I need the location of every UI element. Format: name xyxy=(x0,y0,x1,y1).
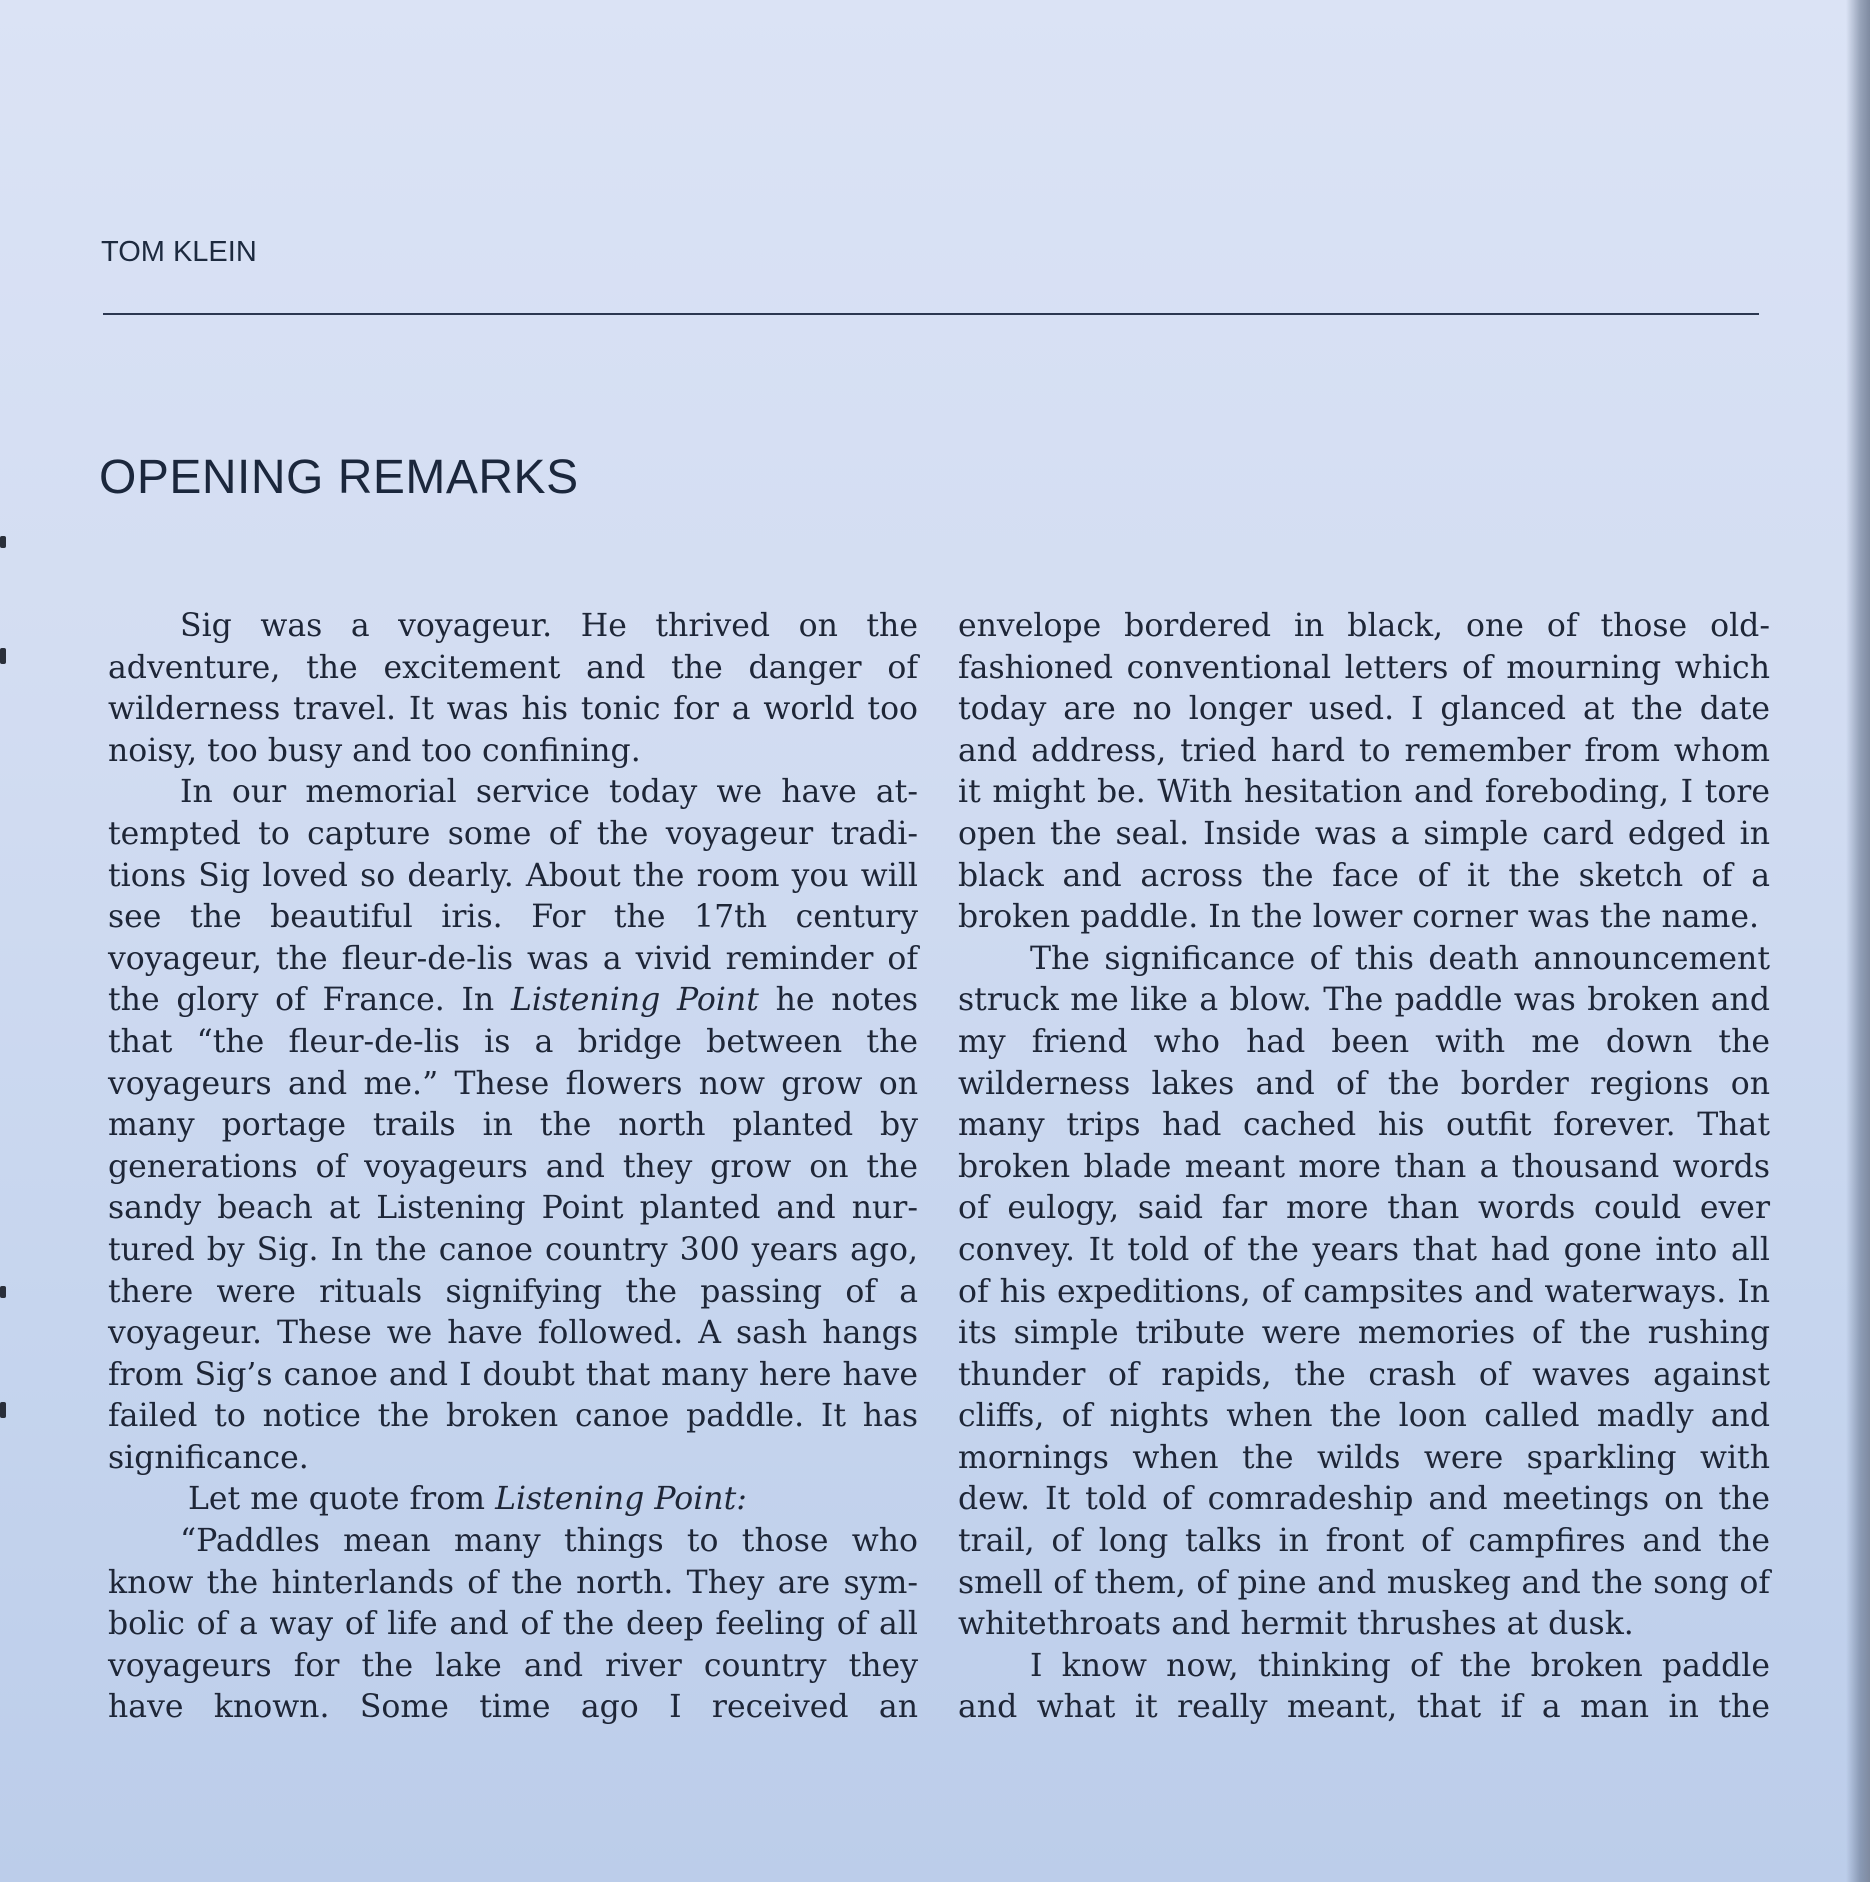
paragraph xyxy=(108,1479,918,1521)
paragraph: “Paddles mean many things to those who know the hinterlands of the north. They are symbolic of a way of life and of the deep feeling of all voyageurs for the lake and river country they have known. Some time ago I received an xyxy=(108,1523,918,1726)
right-column xyxy=(958,606,1770,1729)
paragraph: envelope bordered in black, one of those old-fashioned conventional letters of mourning which today are no longer used. I glanced at the date and address, tried hard to remember from whom it might be. With hesitation and foreboding, I tore open the seal. Inside was a simple card edged in black and across the face of it the sketch of a broken paddle. In the lower corner was the name. xyxy=(958,608,1770,936)
binding-mark-3 xyxy=(0,1286,6,1298)
paragraph xyxy=(108,772,918,1479)
left-column xyxy=(108,606,918,1729)
book-title-italic: Listening Point xyxy=(510,982,759,1019)
binding-mark-4 xyxy=(0,1402,6,1418)
paragraph-text: Let me quote from xyxy=(188,1481,496,1518)
paragraph-text: he notes that “the fleur-de-lis is a bridge between the voyageurs and me.” These flowers now grow on many portage trails in the north planted by generations of voyageurs and they grow on the sandy beach at Listening Point planted and nurtured by Sig. In the canoe country 300 years ago, there were rituals signifying the passing of a voyageur. These we have followed. A sash hangs from Sig’s canoe and I doubt that many here have failed to notice the broken canoe paddle. It has significance. xyxy=(108,982,919,1476)
paragraph: The significance of this death announcement struck me like a blow. The paddle was broken and my friend who had been with me down the wilderness lakes and of the border regions on many trips had cached his outfit forever. That broken blade meant more than a thousand words of eulogy, said far more than words could ever convey. It told of the years that had gone into all of his expeditions, of campsites and waterways. In its simple tribute were memories of the rushing thunder of rapids, the crash of waves against cliffs, of nights when the loon called madly and mornings when the wilds were sparkling with dew. It told of comradeship and meetings on the trail, of long talks in front of campfires and the smell of them, of pine and muskeg and the song of whitethroats and hermit thrushes at dusk. xyxy=(958,940,1770,1643)
header-rule xyxy=(103,313,1759,315)
binding-mark-2 xyxy=(0,648,6,664)
paragraph: I know now, thinking of the broken paddle and what it really meant, that if a man in the xyxy=(958,1647,1770,1726)
book-title-italic: Listening Point: xyxy=(495,1481,747,1518)
paragraph-text: In our memorial service today we have attempted to capture some of the voyageur traditions Sig loved so dearly. About the room you will see the beautiful iris. For the 17th century voyageur, the fleur-de-lis was a vivid reminder of the glory of France. In xyxy=(108,774,918,1019)
page-title: OPENING REMARKS xyxy=(99,451,579,504)
page-edge-shadow xyxy=(1846,0,1870,1882)
binding-mark-1 xyxy=(0,536,6,548)
paragraph: Sig was a voyageur. He thrived on the adventure, the excitement and the danger of wilderness travel. It was his tonic for a world too noisy, too busy and too confining. xyxy=(108,608,918,769)
running-head: TOM KLEIN xyxy=(101,236,257,268)
